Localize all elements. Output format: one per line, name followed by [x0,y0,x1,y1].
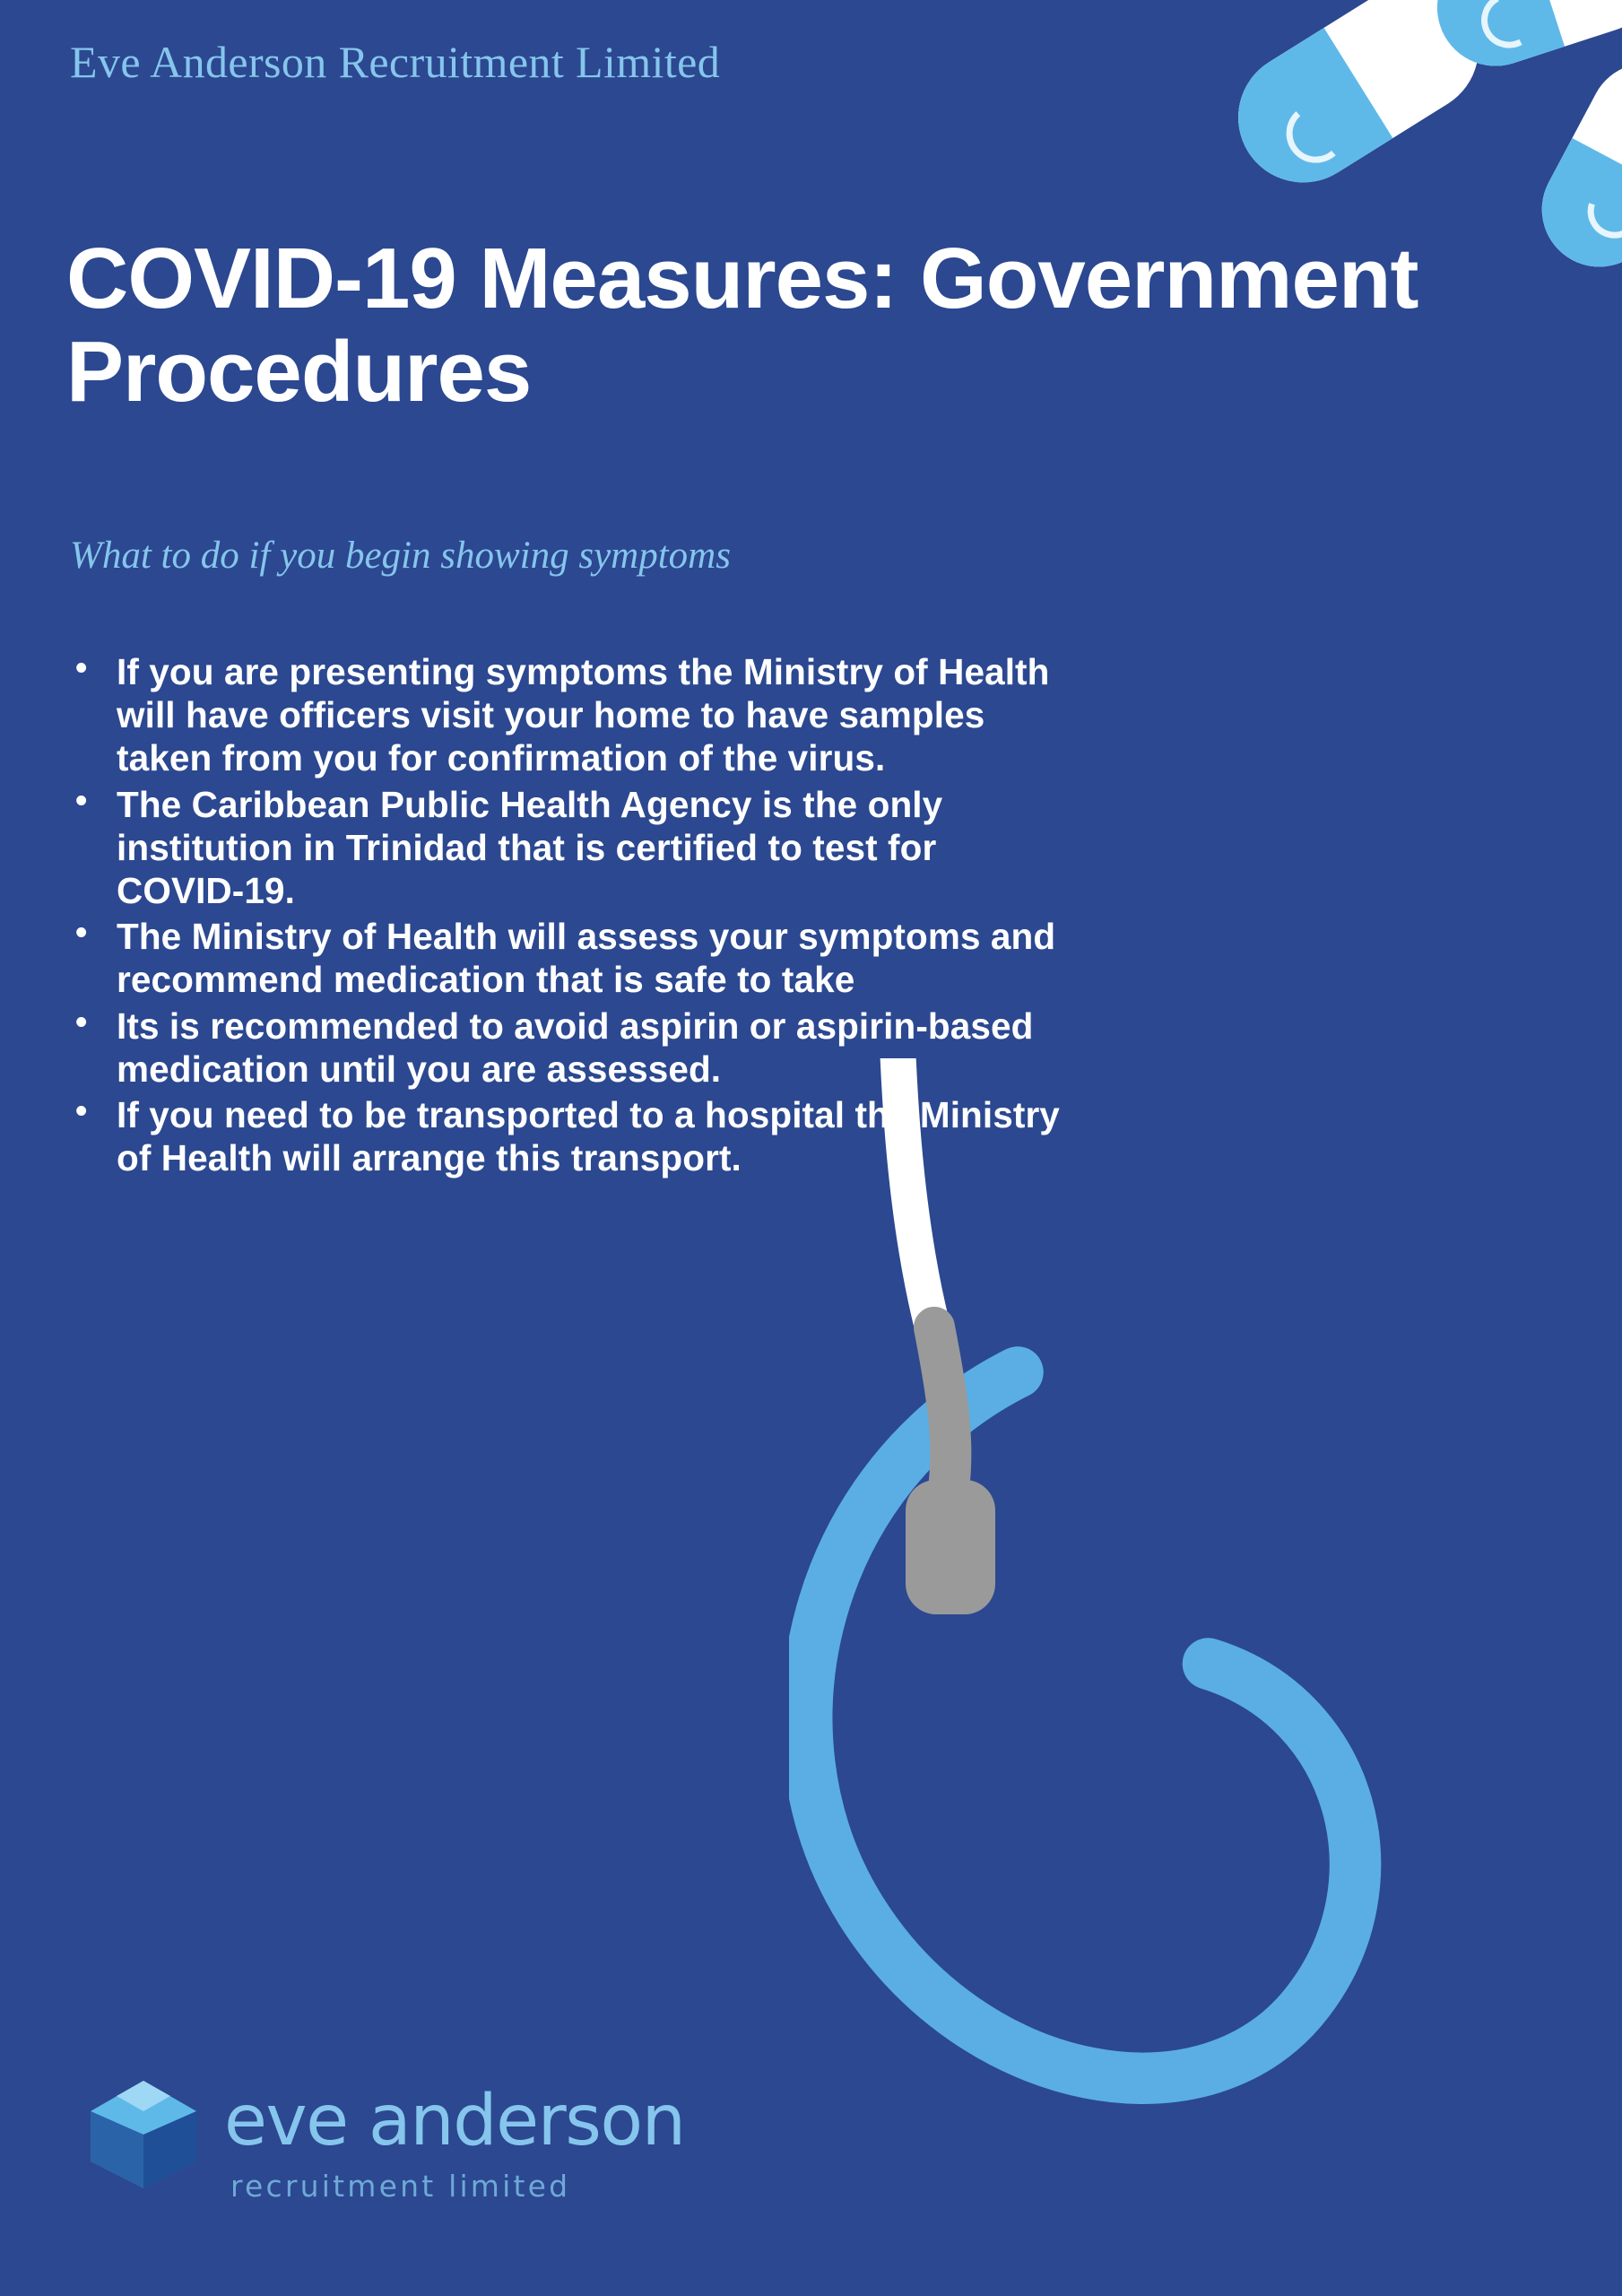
list-item: • If you are presenting symptoms the Ministry of Health will have officers visit your home to have samples taken from you for confirmation of the virus. [117,650,1067,780]
list-item: • Its is recommended to avoid aspirin or aspirin-based medication until you are assessed. [117,1004,1067,1091]
list-item: • If you need to be transported to a hospital the Ministry of Health will arrange this transport. [117,1093,1067,1179]
logo-name: eve anderson [224,2081,685,2161]
list-item: • The Caribbean Public Health Agency is the only institution in Trinidad that is certified to test for COVID-19. [117,783,1067,913]
page-subtitle: What to do if you begin showing symptoms [70,535,731,577]
company-logo [85,2072,740,2233]
page-brand: Eve Anderson Recruitment Limited [70,37,721,87]
diamond-logo-icon [85,2075,202,2192]
capsule-pill-icon [1522,43,1622,287]
page-title: COVID-19 Measures: Government Procedures [66,230,1418,420]
logo-tagline: recruitment limited [230,2169,571,2204]
list-item: • The Ministry of Health will assess your symptoms and recommend medication that is safe to take [117,915,1067,1001]
procedures-list [54,650,1067,1182]
stethoscope-icon [789,1058,1622,2117]
